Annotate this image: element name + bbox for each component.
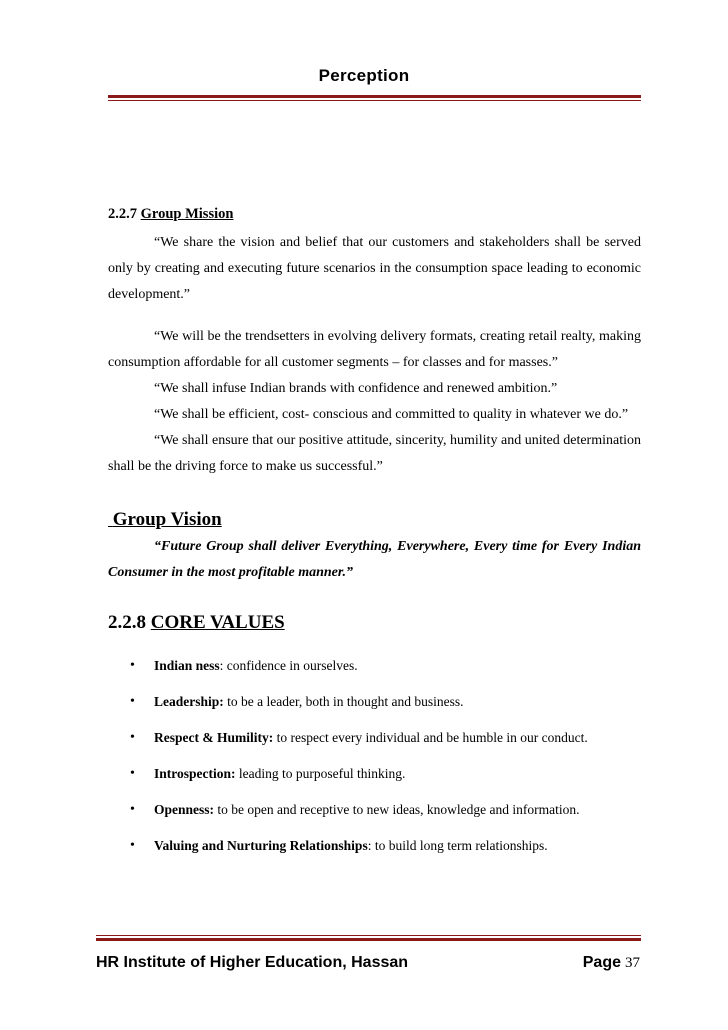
value-desc: to respect every individual and be humble in our conduct. — [273, 730, 588, 745]
core-values-heading — [108, 610, 641, 636]
value-desc: : to build long term relationships. — [367, 838, 548, 853]
list-item — [108, 836, 641, 872]
bullet-icon: • — [130, 658, 135, 673]
page-header-title: Perception — [318, 66, 410, 85]
value-term: Leadership: — [154, 694, 224, 709]
value-term: Introspection: — [154, 766, 236, 781]
mission-paragraph-2: “We will be the trendsetters in evolving delivery formats, creating retail realty, making consumption affordable for all customer segments – for classes and for masses.” — [108, 329, 641, 370]
value-term: Indian ness — [154, 658, 220, 673]
value-desc: leading to purposeful thinking. — [235, 766, 406, 781]
list-item — [108, 764, 641, 800]
list-item — [108, 692, 641, 728]
page-content — [108, 204, 641, 872]
footer-institute: HR Institute of Higher Education, Hassan — [96, 954, 409, 971]
bullet-icon: • — [130, 766, 135, 781]
list-item — [108, 800, 641, 836]
footer-rule-thin — [96, 935, 641, 936]
mission-paragraph-1: “We share the vision and belief that our customers and stakeholders shall be served only by creating and executing future scenarios in the consumption space leading to economic development.” — [108, 235, 641, 302]
mission-paragraph-4: “We shall be efficient, cost- conscious and committed to quality in whatever we do.” — [154, 407, 629, 422]
mission-number: 2.2.7 — [108, 206, 137, 222]
page-number: 37 — [625, 955, 640, 971]
list-item — [108, 656, 641, 692]
value-term: Openness: — [154, 802, 215, 817]
footer-page — [583, 954, 640, 972]
core-values-list — [108, 656, 641, 872]
bullet-icon: • — [130, 838, 135, 853]
value-desc: to be a leader, both in thought and business. — [223, 694, 464, 709]
header-rule-thin — [108, 100, 641, 101]
header-rule — [108, 95, 641, 98]
bullet-icon: • — [130, 730, 135, 745]
mission-heading — [108, 204, 641, 224]
mission-paragraph-5: “We shall ensure that our positive attitude, sincerity, humility and united determination shall be the driving force to make us successful.” — [108, 433, 641, 474]
core-values-number: 2.2.8 — [108, 612, 146, 633]
vision-title — [108, 509, 222, 530]
value-desc: to be open and receptive to new ideas, knowledge and information. — [214, 802, 580, 817]
bullet-icon: • — [130, 694, 135, 709]
footer-rule — [96, 938, 641, 941]
mission-paragraph-3: “We shall infuse Indian brands with confidence and renewed ambition.” — [154, 381, 558, 396]
value-term: Valuing and Nurturing Relationships — [154, 838, 368, 853]
bullet-icon: • — [130, 802, 135, 817]
value-term: Respect & Humility: — [154, 730, 274, 745]
vision-title-text: Group Vision — [112, 509, 222, 530]
mission-title: Group Mission — [140, 206, 234, 222]
value-desc: : confidence in ourselves. — [219, 658, 358, 673]
core-values-title: CORE VALUES — [150, 612, 285, 633]
list-item — [108, 728, 641, 764]
vision-statement: “Future Group shall deliver Everything, Everywhere, Every time for Every Indian Consumer in the most profitable manner.” — [108, 539, 641, 580]
vision-heading — [108, 506, 641, 534]
page-label: Page — [582, 954, 621, 971]
